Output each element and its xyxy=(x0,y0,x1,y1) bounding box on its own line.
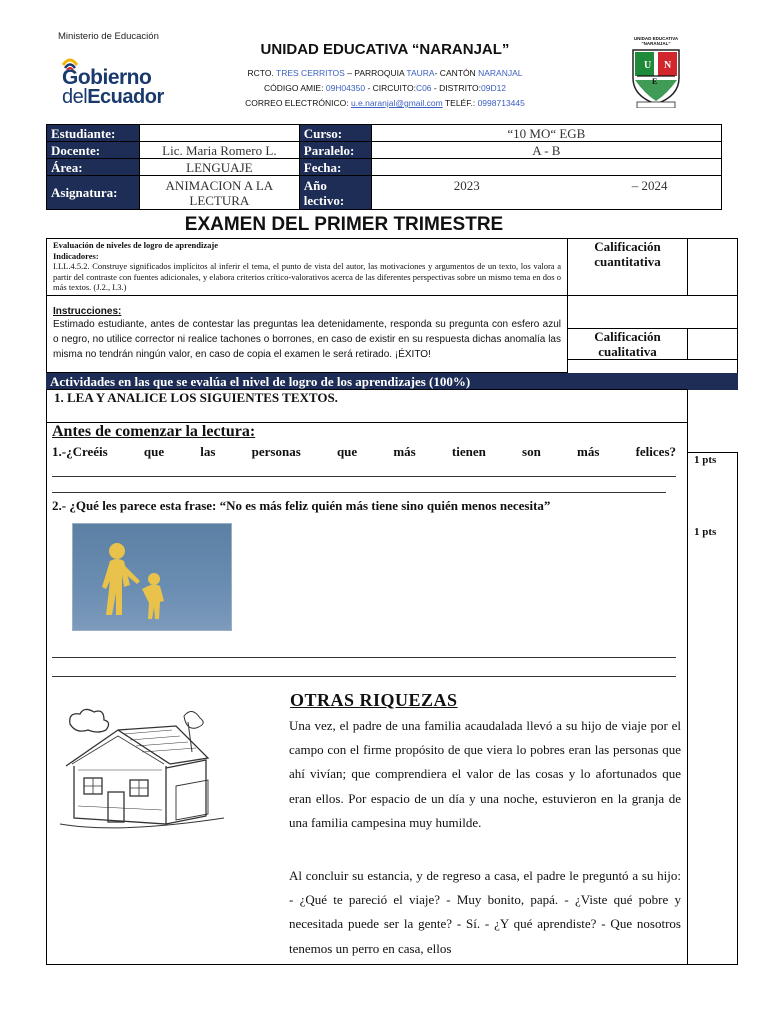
story-paragraph-1: Una vez, el padre de una familia acaudalada llevó a su hijo de viaje por el campo con el firme propósito de que viera lo pobres eran las personas que ahí vivían; que comprendiera el valor de las cosas y lo afortunados que eran ellos. Por espacio de un día y una noche, estuvieron en la granja de una familia campesina muy humilde. xyxy=(289,718,681,830)
anio-label: Año lectivo: xyxy=(299,176,371,210)
section1-heading: 1. LEA Y ANALICE LOS SIGUIENTES TEXTOS. xyxy=(54,390,338,405)
instructions-box xyxy=(46,295,568,373)
docente-label: Docente: xyxy=(47,142,140,159)
gobierno-ecuador: Ecuador xyxy=(87,86,164,108)
svg-text:U: U xyxy=(644,60,652,71)
answer-line[interactable] xyxy=(52,657,676,658)
parent-child-illustration xyxy=(72,523,232,631)
gobierno-del: del xyxy=(62,86,88,108)
codes-line: CÓDIGO AMIE: 09H04350 - CIRCUITO:C06 - DISTRITO:09D12 xyxy=(263,83,507,93)
paralelo-label: Paralelo: xyxy=(299,142,371,159)
answer-line[interactable] xyxy=(52,676,676,677)
story-paragraph-2: Al concluir su estancia, y de regreso a casa, el padre le preguntó a su hijo: - ¿Qué te pareció el viaje? - Muy bonito, papá. - ¿Viste qué pobre y necesitada puede ser la gente? - Sí. - ¿Y qué aprendiste? - Que nosotros tenemos un perro en casa, ellos xyxy=(289,868,681,956)
school-name: UNIDAD EDUCATIVA “NARANJAL” xyxy=(260,41,510,58)
farmhouse-sketch-icon xyxy=(58,706,228,836)
exam-title: EXAMEN DEL PRIMER TRIMESTRE xyxy=(184,214,504,235)
q2-points: 1 pts xyxy=(694,526,717,538)
instructions-heading: Instrucciones: xyxy=(53,306,122,317)
address-line: RCTO. TRES CERRITOS – PARROQUIA TAURA- CANTÓN NARANJAL xyxy=(247,68,523,78)
email-link[interactable]: u.e.naranjal@gmail.com xyxy=(350,98,443,108)
curso-label: Curso: xyxy=(299,125,371,142)
svg-text:N: N xyxy=(664,60,672,71)
calificacion-cuantitativa-label: Calificación cuantitativa xyxy=(567,238,688,296)
activities-bar: Actividades en las que se evalúa el nivel de logro de los aprendizajes (100%) xyxy=(46,373,738,390)
student-info-table xyxy=(46,124,722,210)
asignatura-label: Asignatura: xyxy=(47,176,140,210)
anio-value: 2023 – 2024 xyxy=(371,176,721,210)
house-illustration xyxy=(58,706,228,836)
paralelo-value: A - B xyxy=(371,142,721,159)
crest-shield-icon xyxy=(627,46,685,108)
parent-child-silhouette-icon xyxy=(72,523,232,631)
before-reading-heading: Antes de comenzar la lectura: xyxy=(52,423,256,440)
blank-cell xyxy=(567,295,738,329)
cuantitativa-field[interactable] xyxy=(687,238,738,296)
question-2: 2.- ¿Qué les parece esta frase: “No es más feliz quién más tiene sino quién menos necesita” xyxy=(52,498,551,513)
indicadores-label: Indicadores: xyxy=(53,250,99,261)
ministry-label: Ministerio de Educación xyxy=(58,31,159,42)
answer-line[interactable] xyxy=(52,476,676,477)
blank-cell-2 xyxy=(567,359,738,374)
docente-value: Lic. Maria Romero L. xyxy=(139,142,299,159)
cualitativa-field[interactable] xyxy=(687,328,738,360)
question-1: 1.-¿Creéis que las personas que más tienen son más felices? xyxy=(52,444,676,459)
story-title: OTRAS RIQUEZAS xyxy=(290,690,458,710)
instructions-text: Estimado estudiante, antes de contestar las preguntas lea detenidamente, responda su pregunta con esfero azul o negro, no utilice corrector ni realice tachones o borrones, en caso de existir en su respuesta dichas anomalía las misma no tendrán ningún valor, en caso de copia el examen le será retirado. ¡ÉXITO! xyxy=(53,319,561,360)
school-crest: UNIDAD EDUCATIVA "NARANJAL" U E N xyxy=(627,36,685,108)
estudiante-label: Estudiante: xyxy=(47,125,140,142)
answer-line[interactable] xyxy=(52,492,666,493)
svg-text:E: E xyxy=(652,77,658,86)
q1-points: 1 pts xyxy=(694,454,717,466)
asignatura-value: ANIMACION A LA LECTURA xyxy=(139,176,299,210)
curso-value: “10 MO“ EGB xyxy=(371,125,721,142)
evaluation-heading: Evaluación de niveles de logro de aprendizaje xyxy=(53,240,218,250)
indicator-text: I.LL.4.5.2. Construye significados implícitos al inferir el tema, el punto de vista del autor, las motivaciones y argumentos de un texto, los valora a partir del contraste con fuentes adicionales, y elabora criterios crítico-valorativos acerca de las diferentes perspectivas sobre un mismo tema en dos o más textos. (J.2., I.3.) xyxy=(53,261,561,292)
contact-line: CORREO ELECTRÓNICO: u.e.naranjal@gmail.com TELÉF.: 0998713445 xyxy=(245,98,525,108)
fecha-field[interactable] xyxy=(371,159,721,176)
evaluation-box xyxy=(46,238,568,296)
gobierno-logo xyxy=(60,56,170,108)
area-value: LENGUAJE xyxy=(139,159,299,176)
area-label: Área: xyxy=(47,159,140,176)
estudiante-field[interactable] xyxy=(139,125,299,142)
calificacion-cualitativa-label: Calificación cualitativa xyxy=(567,328,688,360)
fecha-label: Fecha: xyxy=(299,159,371,176)
gobierno-word: Gobierno xyxy=(62,66,152,89)
